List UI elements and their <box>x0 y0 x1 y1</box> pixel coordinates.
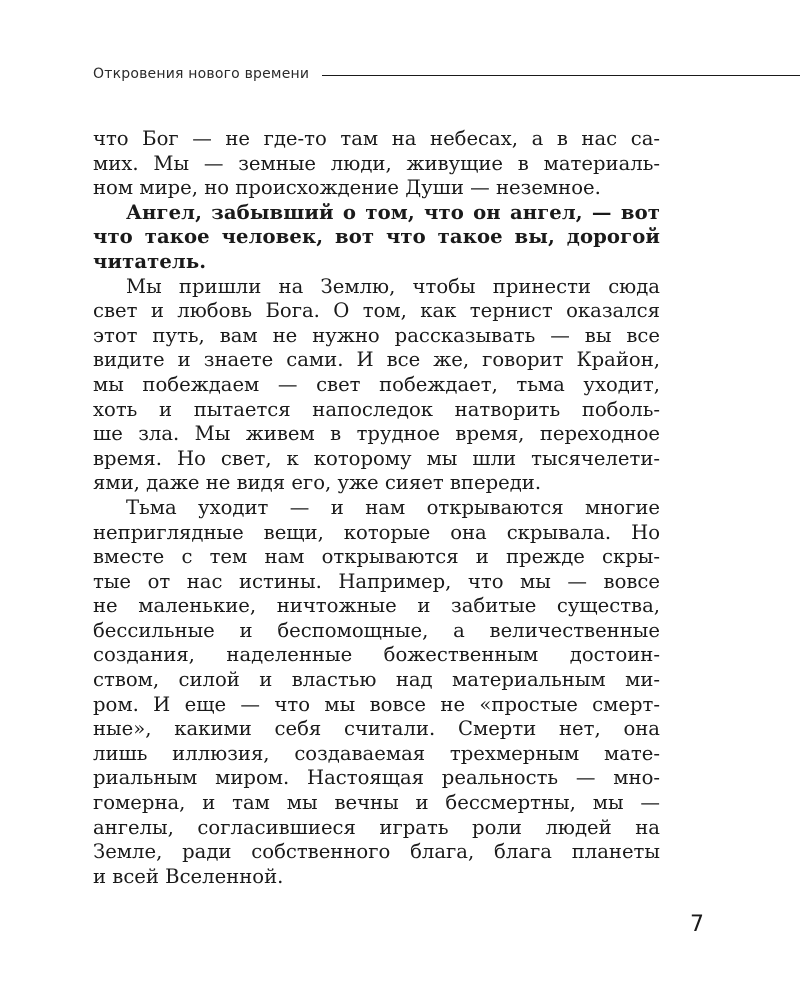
paragraph <box>93 200 660 275</box>
paragraph <box>93 127 660 201</box>
text-line: не маленькие, ничтожные и забитые существа, <box>93 594 660 618</box>
text-line: хоть и пытается напоследок натворить поболь- <box>93 397 660 421</box>
text-line: мы побеждаем — свет побеждает, тьма уходит, <box>93 372 660 396</box>
text-line: что Бог — не где-то там на небесах, а в нас са- <box>93 127 660 150</box>
text-line: свет и любовь Бога. О том, как тернист оказался <box>93 299 660 323</box>
text-line: гомерна, и там мы вечны и бессмертны, мы — <box>93 791 660 815</box>
body-text <box>93 127 660 889</box>
text-line: и всей Вселенной. <box>93 864 284 888</box>
text-line: риальным миром. Настоящая реальность — мно- <box>93 766 660 790</box>
text-line: неприглядные вещи, которые она скрывала. Но <box>93 520 660 544</box>
text-line: Мы пришли на Землю, чтобы принести сюда <box>126 274 660 298</box>
text-line: Земле, ради собственного блага, блага планеты <box>93 840 660 864</box>
text-line: время. Но свет, к которому мы шли тысячелети- <box>93 446 660 470</box>
page-number: 7 <box>690 912 704 937</box>
running-title: Откровения нового времени <box>93 66 310 82</box>
paragraph <box>93 274 660 496</box>
text-line: ангелы, согласившиеся играть роли людей на <box>93 815 660 839</box>
header-rule <box>322 75 800 76</box>
text-line: читатель. <box>93 249 207 273</box>
text-line: ями, даже не видя его, уже сияет впереди. <box>93 471 542 495</box>
text-line: ном мире, но происхождение Души — неземное. <box>93 176 601 200</box>
text-line: что такое человек, вот что такое вы, дорогой <box>93 225 660 249</box>
text-line: ром. И еще — что мы вовсе не «простые смерт- <box>93 692 660 716</box>
text-line: этот путь, вам не нужно рассказывать — вы все <box>93 323 660 347</box>
text-line: тые от нас истины. Например, что мы — вовсе <box>93 569 660 593</box>
text-line: создания, наделенные божественным достоин- <box>93 643 660 667</box>
text-line: видите и знаете сами. И все же, говорит Крайон, <box>93 348 660 372</box>
text-line: ные», какими себя считали. Смерти нет, она <box>93 717 660 741</box>
text-line: ше зла. Мы живем в трудное время, переходное <box>93 422 660 446</box>
text-line: мих. Мы — земные люди, живущие в материаль- <box>93 151 660 175</box>
text-line: ством, силой и властью над материальным ми- <box>93 668 660 692</box>
running-header <box>93 64 800 84</box>
text-line: Тьма уходит — и нам открываются многие <box>126 495 660 519</box>
paragraph <box>93 495 660 890</box>
text-line: вместе с тем нам открываются и прежде скры- <box>93 545 660 569</box>
text-line: бессильные и беспомощные, а величественные <box>93 618 660 642</box>
text-line: лишь иллюзия, создаваемая трехмерным мате- <box>93 741 660 765</box>
text-line: Ангел, забывший о том, что он ангел, — вот <box>126 200 660 224</box>
